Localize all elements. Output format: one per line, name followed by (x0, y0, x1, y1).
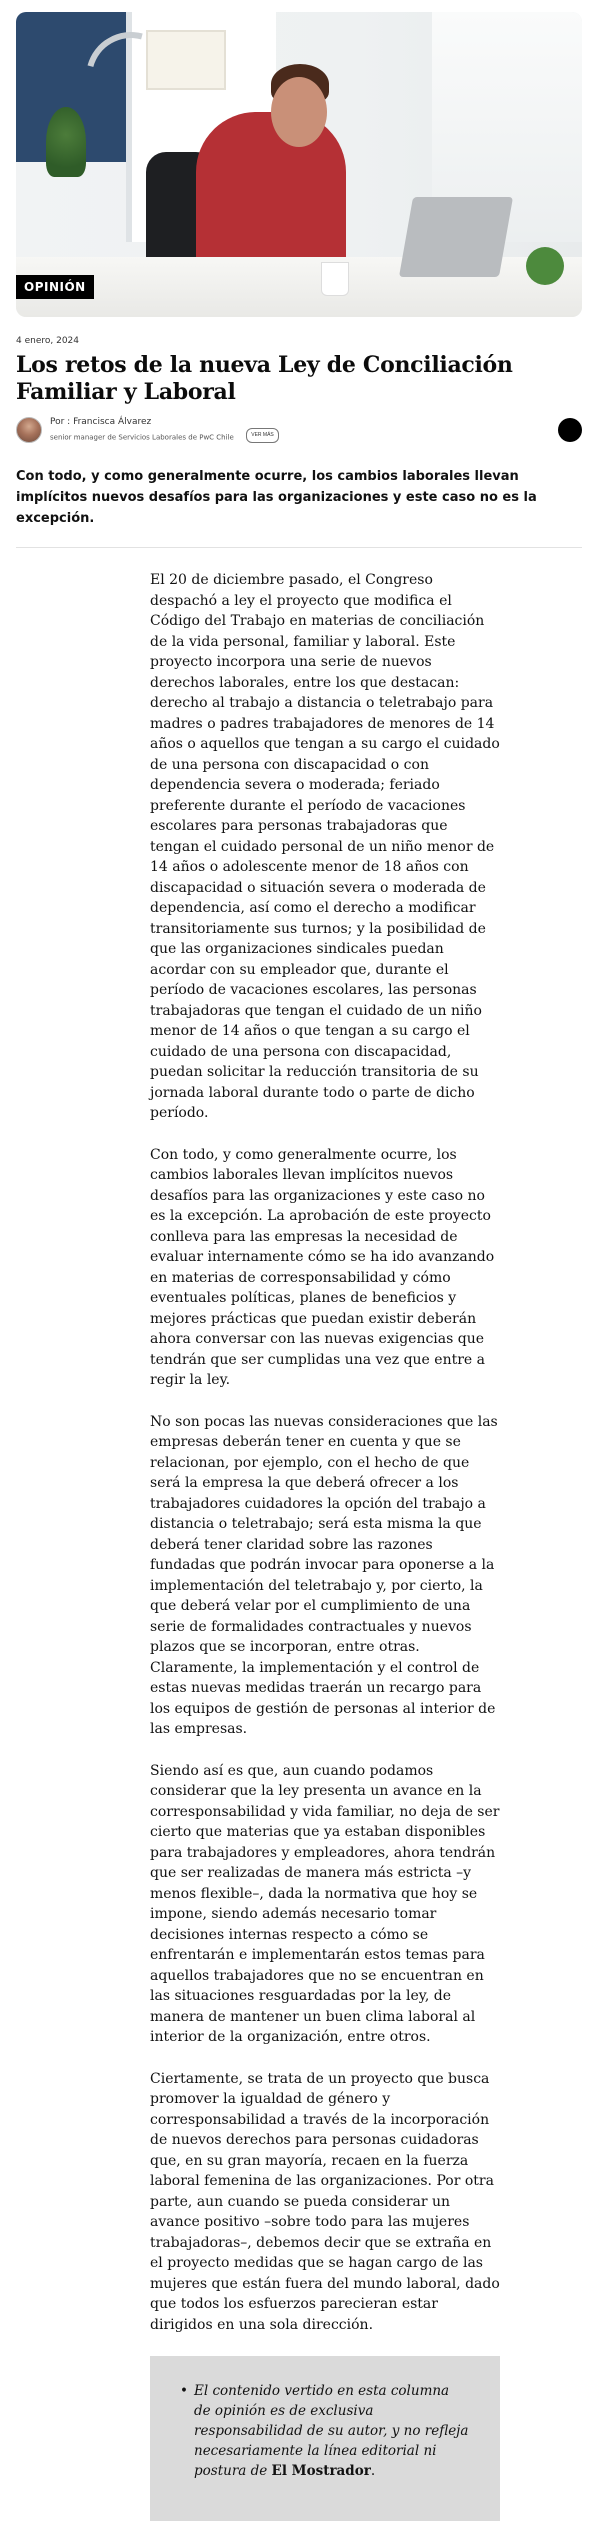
divider (16, 547, 582, 548)
disclaimer-end: . (370, 2463, 376, 2479)
article-paragraph: Siendo así es que, aun cuando podamos considerar que la ley presenta un avance en la corresponsabilidad y vida familiar, no deja de ser cierto que materias que ya estaban disponibles para trabajadores y empleadores, ahora tendrán que ser realizadas de manera más estricta –y menos flexible–, dada la normativa que hoy se impone, siendo además necesario tomar decisiones internas respecto a cómo se enfrentarán e implementarán estos temas para aquellos trabajadores que no se encuentran en las situaciones resguardadas por la ley, de manera de mantener un buen clima laboral al interior de la organización, entre otros. (150, 1762, 500, 2045)
author-row (16, 416, 582, 444)
article-paragraph: Con todo, y como generalmente ocurre, los cambios laborales llevan implícitos nuevos desafíos para las organizaciones y este caso no es la excepción. La aprobación de este proyecto conlleva para las empresas la necesidad de evaluar internamente cómo se ha ido avanzando en materias de corresponsabilidad y cómo eventuales políticas, planes de beneficios y mejores prácticas que puedan existir deberán ahora conversar con las nuevas exigencias que tendrán que ser cumplidas una vez que entre a regir la ley. (150, 1146, 495, 1388)
author-role: senior manager de Servicios Laborales de PwC Chile (50, 433, 234, 442)
opinion-disclaimer (150, 2356, 500, 2521)
disclaimer-item (180, 2381, 470, 2481)
hero-mug (321, 262, 349, 296)
article-body (150, 570, 500, 2335)
hero-laptop (399, 197, 513, 277)
author-avatar[interactable] (16, 417, 42, 443)
article-paragraph: Ciertamente, se trata de un proyecto que busca promover la igualdad de género y corresponsabilidad a través de la incorporación de nuevos derechos para personas cuidadoras que, en su gran mayoría, recaen en la fuerza laboral femenina de las organizaciones. Por otra parte, aun cuando se pueda considerar un avance positivo –sobre todo para las mujeres trabajadoras–, debemos decir que se extraña en el proyecto medidas que se hagan cargo de las mujeres que están fuera del mundo laboral, dado que todos los esfuerzos parecieran estar dirigidos en una sola dirección. (150, 2070, 500, 2333)
accessibility-icon[interactable] (558, 418, 582, 442)
article-title: Los retos de la nueva Ley de Conciliación Familiar y Laboral (16, 352, 513, 405)
author-info (50, 417, 279, 444)
disclaimer-text-wrap (194, 2381, 470, 2481)
article-paragraph: El 20 de diciembre pasado, el Congreso despachó a ley el proyecto que modifica el Código del Trabajo en materias de conciliación de la vida personal, familiar y laboral. Este proyecto incorpora una serie de nuevos derechos laborales, entre los que destacan: derecho al trabajo a distancia o teletrabajo para madres o padres trabajadores de menores de 14 años o aquellos que tengan a su cargo el cuidado de una persona con discapacidad o con dependencia severa o moderada; feriado preferente durante el período de vacaciones escolares para personas trabajadoras que tengan el cuidado personal de un niño menor de 14 años o adolescente menor de 18 años con discapacidad o situación severa o moderada de dependencia, así como el derecho a modificar transitoriamente sus turnos; y la posibilidad de que las organizaciones sindicales puedan acordar con su empleador que, durante el período de vacaciones escolares, las personas trabajadoras que tengan el cuidado de un niño menor de 14 años o que tengan a su cargo el cuidado de una persona con discapacidad, puedan solicitar la reducción transitoria de su jornada laboral durante todo o parte de dicho período. (150, 572, 500, 1121)
hero-head (271, 77, 327, 147)
publish-date: 4 enero, 2024 (16, 336, 79, 346)
author-more-button[interactable]: VER MÁS (246, 428, 279, 443)
disclaimer-brand: El Mostrador (271, 2463, 371, 2479)
bullet-icon: • (180, 2383, 188, 2399)
hero-desk-plant (526, 247, 564, 285)
section-badge[interactable]: OPINIÓN (16, 275, 94, 299)
article-paragraph: No son pocas las nuevas consideraciones que las empresas deberán tener en cuenta y que se relacionan, por ejemplo, con el hecho de que será la empresa la que deberá ofrecer a los trabajadores cuidadores la opción del trabajo a distancia o teletrabajo; será esta misma la que deberá tener claridad sobre las razones fundadas que podrán invocar para oponerse a la implementación del teletrabajo y, por cierto, la que deberá velar por el cumplimiento de una serie de formalidades contractuales y nuevos plazos que se incorporan, entre otras. Claramente, la implementación y el control de estas nuevas medidas traerán un recargo para los equipos de gestión de personas al interior de las empresas. (150, 1413, 498, 1737)
disclaimer-text: El contenido vertido en esta columna de opinión es de exclusiva responsabilidad de su autor, y no refleja necesariamente la línea editorial ni postura de (194, 2383, 469, 2479)
hero-image (16, 12, 582, 317)
author-name[interactable]: Por : Francisca Álvarez (50, 416, 152, 427)
hero-plant (46, 107, 86, 177)
article-lede: Con todo, y como generalmente ocurre, los cambios laborales llevan implícitos nuevos desafíos para las organizaciones y este caso no es la excepción. (16, 469, 537, 526)
